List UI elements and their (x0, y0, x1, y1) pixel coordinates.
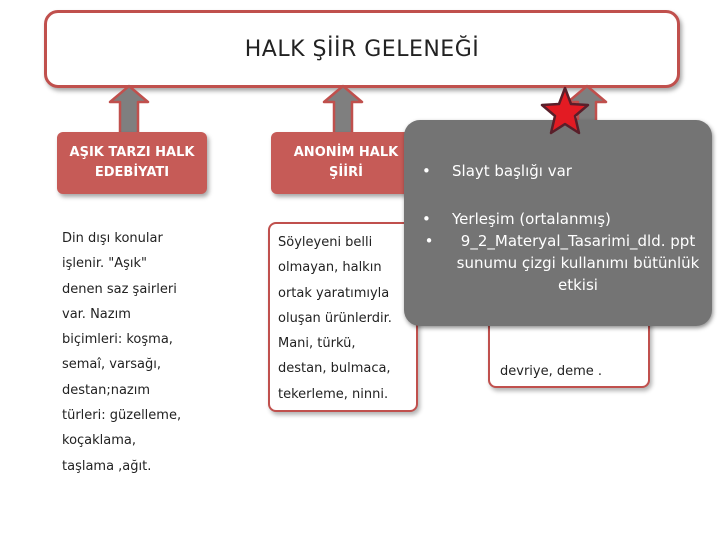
slide-title: HALK ŞİİR GELENEĞİ (244, 36, 480, 62)
up-arrow-icon (108, 84, 150, 136)
column-body-anonim (278, 230, 392, 407)
column-header-asik (57, 132, 207, 194)
note-bullet-text: 9_2_Materyal_Tasarimi_dld. ppt sunumu çizgi kullanımı bütünlük etkisi (456, 232, 700, 294)
note-bullet-text: Yerleşim (ortalanmış) (452, 210, 611, 228)
bullet-icon: • (422, 162, 431, 180)
body-line: destan, bulmaca, (278, 361, 391, 377)
body-line: semaî, varsağı, (62, 357, 162, 373)
column-body-asik (62, 226, 181, 479)
body-line: devriye, deme . (500, 364, 603, 379)
column-body-third (500, 359, 602, 384)
body-line: denen saz şairleri (62, 281, 177, 297)
body-line: biçimleri: koşma, (62, 332, 173, 348)
review-note (404, 120, 712, 326)
note-bullet (422, 230, 704, 296)
body-line: koçaklama, (62, 433, 137, 449)
body-line: ortak yaratımıyla (278, 285, 390, 301)
note-bullet (422, 160, 704, 182)
body-line: Söyleyeni belli (278, 235, 373, 250)
star-icon (540, 86, 590, 136)
body-line: taşlama ,ağıt. (62, 458, 152, 474)
slide-title-box (44, 10, 680, 88)
column-header-line: ŞİİRİ (329, 165, 363, 180)
body-line: oluşan ürünlerdir. (278, 310, 392, 326)
body-line: Din dışı konular (62, 231, 163, 246)
up-arrow-icon (322, 84, 364, 136)
body-line: türleri: güzelleme, (62, 408, 182, 424)
bullet-icon: • (424, 232, 434, 250)
body-line: işlenir. "Aşık" (62, 256, 148, 272)
note-bullet (422, 208, 704, 230)
body-line: var. Nazım (62, 306, 131, 322)
bullet-icon: • (422, 210, 431, 228)
column-header-line: ANONİM HALK (293, 145, 399, 160)
body-line: destan;nazım (62, 382, 151, 398)
column-header-line: AŞIK TARZI HALK (69, 145, 195, 160)
column-header-line: EDEBİYATI (94, 165, 170, 180)
column-header-anonim (271, 132, 421, 194)
note-bullet-text: Slayt başlığı var (452, 162, 572, 180)
body-line: Mani, türkü, (278, 336, 356, 352)
body-line: olmayan, halkın (278, 260, 382, 276)
body-line: tekerleme, ninni. (278, 386, 389, 402)
